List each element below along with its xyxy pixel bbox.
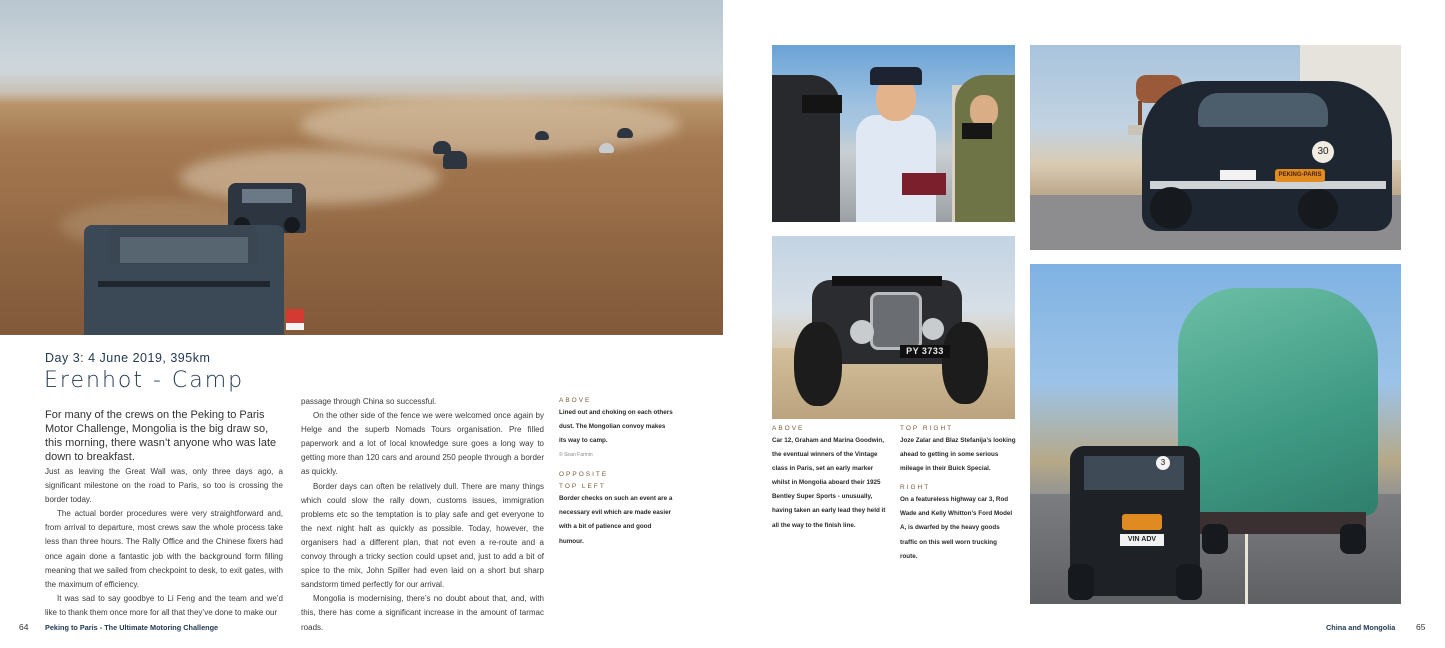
caption-heading-above: ABOVE <box>559 397 592 404</box>
ford-plate: VIN ADV <box>1120 534 1164 546</box>
running-title-left: Peking to Paris - The Ultimate Motoring Challenge <box>45 623 219 632</box>
running-title-right: China and Mongolia <box>1326 623 1396 632</box>
body-paragraph: Border days can often be relatively dull. There are many things which could slow the rally down, customs issues, immigration problems etc so the temptation is to play safe and get everyone to the next night halt as quickly as possible. Today, however, the organisers had a different plan, that not even a re-route and a convoy through a tricky section could upset and, just to add a bit of spice to the mix, John Spiller had even laid on a short but sharp sandstorm timed perfectly for our arrival. <box>301 481 544 590</box>
photo-ford-model-a-and-truck <box>1030 264 1401 604</box>
rally-badge: PEKING-PARIS <box>1275 169 1325 182</box>
caption-block-right-2 <box>900 425 1016 564</box>
body-column-1 <box>45 465 283 620</box>
photo-credit: © Sean Farmin <box>559 452 593 459</box>
caption-bentley: Car 12, Graham and Marina Goodwin, the eventual winners of the Vintage class in Paris, set an early marker whilst in Mongolia aboard their 1925 Bentley Super Sports - unusually, having taken an early lead they held it all the way to the finish line. <box>772 437 886 529</box>
caption-heading-top-left: TOP LEFT <box>559 483 606 491</box>
body-paragraph: On the other side of the fence we were welcomed once again by Helge and the superb Nomads Tours organisation. Pre filled paperwork and a lot of local knowledge sure goes a long way to getting more than 120 cars and around 250 people through a border as quickly. <box>301 411 544 477</box>
race-number: 30 <box>1312 141 1334 163</box>
bentley-plate: PY 3733 <box>900 345 950 358</box>
body-paragraph: Just as leaving the Great Wall was, only three days ago, a significant milestone on the road to Paris, so too is crossing the border today. <box>45 467 283 505</box>
page-number-left: 64 <box>19 622 29 632</box>
body-column-2 <box>301 395 544 635</box>
caption-ford: On a featureless highway car 3, Rod Wade and Kelly Whitton’s Ford Model A, is dwarfed by the heavy goods traffic on this well worn trucking route. <box>900 496 1013 560</box>
caption-heading-above-right: ABOVE <box>772 425 805 432</box>
body-paragraph: passage through China so successful. <box>301 397 437 406</box>
photo-border-police <box>772 45 1015 222</box>
body-paragraph: It was sad to say goodbye to Li Feng and the team and we’d like to thank them once more for all that they’ve done to make our <box>45 593 283 617</box>
day-heading: Day 3: 4 June 2019, 395km <box>45 351 211 365</box>
caption-above: Lined out and choking on each others dust. The Mongolian convoy makes its way to camp. <box>559 409 673 445</box>
page-title: Erenhot - Camp <box>44 368 245 393</box>
photo-buick-special <box>1030 45 1401 250</box>
ford-race-number: 3 <box>1156 456 1170 470</box>
body-paragraph: Mongolia is modernising, there’s no doubt about that, and, with this, there has come a significant increase in the amount of tarmac roads. <box>301 594 544 632</box>
caption-heading-opposite: OPPOSITE <box>559 471 609 479</box>
photo-bentley-super-sports <box>772 236 1015 419</box>
caption-buick: Joze Zalar and Blaz Stefanija’s looking ahead to getting in some serious mileage in their Buick Special. <box>900 437 1016 473</box>
caption-top-left: Border checks on such an event are a necessary evil which are made easier with a bit of patience and good humour. <box>559 495 673 545</box>
hero-photo-convoy <box>0 0 723 335</box>
intro-paragraph: For many of the crews on the Peking to Paris Motor Challenge, Mongolia is the big draw so, this morning, there wasn’t anyone who was late down to breakfast. <box>45 409 277 463</box>
caption-block-left <box>559 397 674 549</box>
caption-block-right-1 <box>772 425 887 533</box>
body-paragraph: The actual border procedures were very straightforward and, from arrival to departure, most crews saw the whole process take less than three hours. The Rally Office and the Chinese fixers had once again done a fantastic job with the background form filling meaning that we sailed from checkpoint to desk, to exit gates, with the maximum of efficiency. <box>45 509 283 589</box>
caption-heading-right: RIGHT <box>900 484 931 492</box>
page-number-right: 65 <box>1416 622 1426 632</box>
caption-heading-top-right: TOP RIGHT <box>900 425 954 432</box>
